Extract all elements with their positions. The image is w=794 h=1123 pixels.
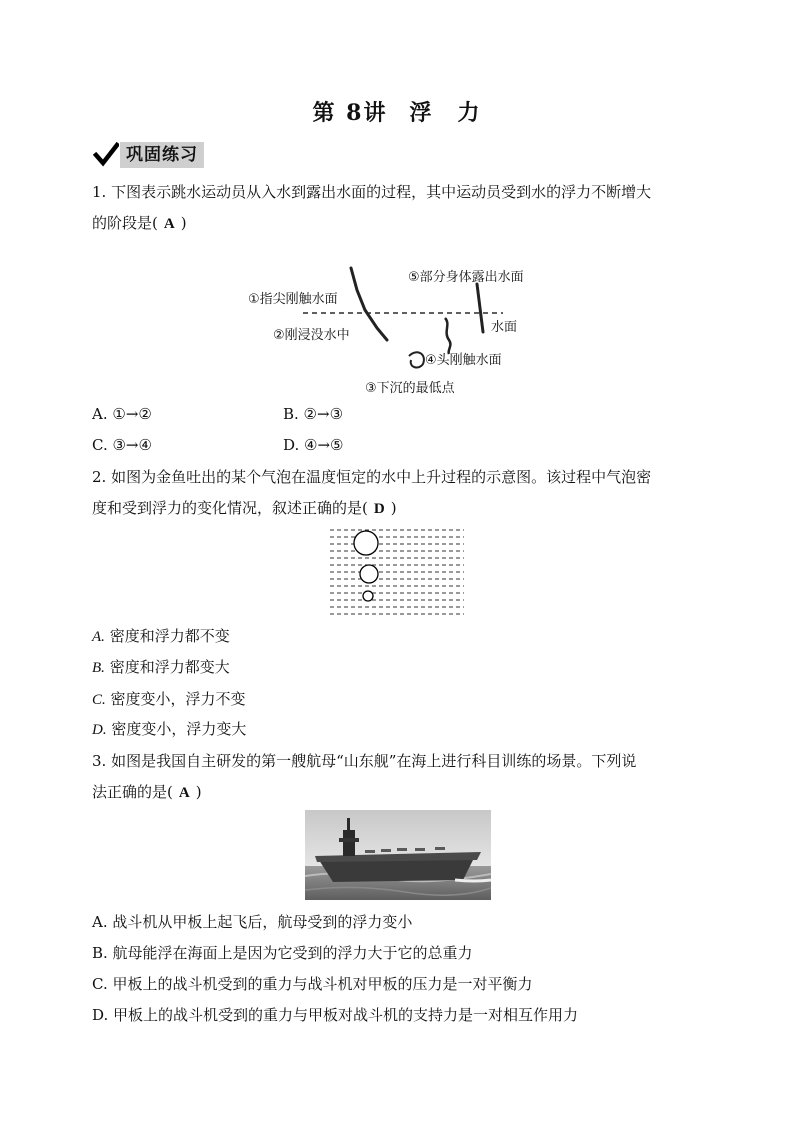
- aircraft-carrier-photo: [305, 810, 491, 900]
- section-title: 巩固练习: [120, 142, 204, 168]
- q2-answer: D: [373, 501, 385, 517]
- label-1: ①指尖刚触水面: [248, 292, 338, 307]
- q3-option-b: B. 航母能浮在海面上是因为它受到的浮力大于它的总重力: [92, 944, 473, 962]
- q2-text-line1: 2. 如图为金鱼吐出的某个气泡在温度恒定的水中上升过程的示意图。该过程中气泡密: [92, 468, 652, 486]
- section-header: [92, 141, 204, 169]
- label-2: ②刚浸没水中: [273, 328, 350, 343]
- label-5: ⑤部分身体露出水面: [408, 270, 524, 285]
- q3-option-d: D. 甲板上的战斗机受到的重力与甲板对战斗机的支持力是一对相互作用力: [92, 1006, 579, 1024]
- q3-text-line2: 法正确的是( A ): [92, 783, 202, 801]
- page-title: [0, 96, 794, 127]
- label-4: ④头刚触水面: [425, 353, 502, 368]
- q1-text-line1: 1. 下图表示跳水运动员从入水到露出水面的过程，其中运动员受到水的浮力不断增大: [92, 183, 652, 201]
- bubble-large-icon: [354, 531, 378, 555]
- lecture-topic: 浮 力: [409, 100, 482, 126]
- diver-surfacing-icon: [477, 284, 483, 332]
- q2-option-d: D. 密度变小，浮力变大: [92, 720, 247, 738]
- lecture-number: 第 8讲: [312, 100, 388, 126]
- diver-rising-icon: [445, 318, 450, 354]
- q1-option-b: B. ②→③: [283, 405, 344, 423]
- q2-option-a: A. 密度和浮力都不变: [92, 627, 230, 645]
- checkmark-icon: [92, 141, 120, 169]
- bubble-medium-icon: [360, 565, 378, 583]
- q1-option-a: A. ①→②: [92, 405, 152, 423]
- q3-option-c: C. 甲板上的战斗机受到的重力与战斗机对甲板的压力是一对平衡力: [92, 975, 533, 993]
- bubble-small-icon: [363, 591, 373, 601]
- q2-text-line2: 度和受到浮力的变化情况，叙述正确的是( D ): [92, 499, 397, 517]
- q1-answer: A: [163, 216, 175, 232]
- q1-option-d: D. ④→⑤: [283, 436, 344, 454]
- label-3: ③下沉的最低点: [365, 381, 455, 396]
- diver-entering-icon: [351, 268, 387, 340]
- q3-answer: A: [178, 785, 190, 801]
- q2-option-b: B. 密度和浮力都变大: [92, 658, 230, 676]
- diver-figure: [245, 260, 555, 400]
- bubble-figure: [328, 528, 466, 616]
- q3-text-line1: 3. 如图是我国自主研发的第一艘航母“山东舰”在海上进行科目训练的场景。下列说: [92, 752, 637, 770]
- q2-option-c: C. 密度变小，浮力不变: [92, 690, 246, 708]
- q3-option-a: A. 战斗机从甲板上起飞后，航母受到的浮力变小: [92, 913, 413, 931]
- q1-option-c: C. ③→④: [92, 436, 152, 454]
- label-water: 水面: [491, 320, 518, 335]
- diver-lowest-icon: [409, 352, 424, 367]
- q1-text-line2: 的阶段是( A ): [92, 214, 187, 232]
